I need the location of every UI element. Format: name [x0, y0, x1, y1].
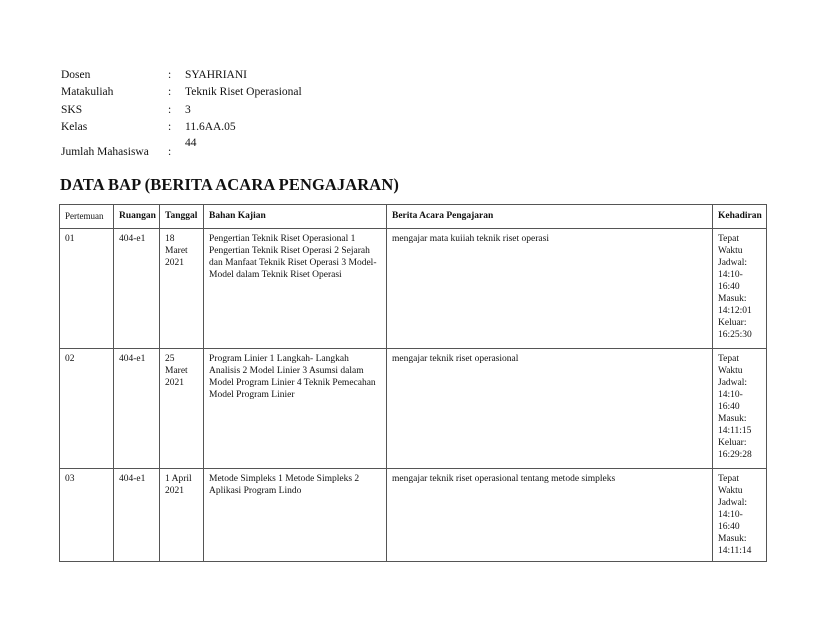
- info-row-dosen: [61, 66, 302, 84]
- header-berita-acara: Berita Acara Pengajaran: [387, 205, 713, 229]
- header-pertemuan: Pertemuan: [60, 205, 114, 229]
- info-row-matakuliah: [61, 84, 302, 102]
- info-value: 11.6AA.05: [185, 121, 236, 134]
- info-value: Teknik Riset Operasional: [185, 86, 302, 99]
- kehadiran-line: Waktu: [718, 246, 743, 256]
- kehadiran-line: Tepat: [718, 474, 739, 484]
- info-colon: :: [168, 68, 172, 81]
- cell-ruangan: 404-e1: [114, 349, 160, 469]
- kehadiran-line: 14:11:15: [718, 426, 752, 436]
- info-label: SKS: [61, 103, 83, 116]
- info-colon: :: [168, 86, 172, 99]
- header-ruangan: Ruangan: [114, 205, 160, 229]
- kehadiran-line: Masuk:: [718, 534, 747, 544]
- info-value: 44: [185, 137, 197, 149]
- kehadiran-line: 16:40: [718, 282, 740, 292]
- kehadiran-line: Masuk:: [718, 294, 747, 304]
- kehadiran-line: 14:10-: [718, 390, 743, 400]
- info-label: Kelas: [61, 121, 88, 134]
- table-header-row: [60, 205, 767, 229]
- course-info: [61, 66, 302, 166]
- kehadiran-line: Masuk:: [718, 414, 747, 424]
- info-label: Dosen: [61, 68, 91, 81]
- cell-berita-acara: mengajar teknik riset operasional: [387, 349, 713, 469]
- cell-berita-acara: mengajar teknik riset operasional tentang metode simpleks: [387, 469, 713, 562]
- cell-tanggal: 1 April 2021: [160, 469, 204, 562]
- info-label: Matakuliah: [61, 86, 114, 99]
- kehadiran-line: 14:12:01: [718, 306, 752, 316]
- kehadiran-line: Tepat: [718, 354, 739, 364]
- header-tanggal: Tanggal: [160, 205, 204, 229]
- table-row: [60, 229, 767, 349]
- kehadiran-line: Waktu: [718, 486, 743, 496]
- kehadiran-line: 16:29:28: [718, 450, 752, 460]
- info-row-sks: [61, 101, 302, 119]
- info-row-kelas: [61, 119, 302, 137]
- cell-kehadiran: [713, 229, 767, 349]
- table-row: [60, 349, 767, 469]
- kehadiran-line: Jadwal:: [718, 258, 748, 268]
- cell-pertemuan: 02: [60, 349, 114, 469]
- table-row: [60, 469, 767, 562]
- cell-kehadiran: [713, 349, 767, 469]
- info-value: SYAHRIANI: [185, 68, 247, 81]
- header-bahan-kajian: Bahan Kajian: [204, 205, 387, 229]
- info-row-jumlah-mahasiswa: [61, 136, 302, 166]
- kehadiran-line: 14:10-: [718, 510, 743, 520]
- kehadiran-line: Jadwal:: [718, 498, 748, 508]
- kehadiran-line: Keluar:: [718, 438, 747, 448]
- kehadiran-line: Keluar:: [718, 318, 747, 328]
- info-colon: :: [168, 146, 172, 158]
- cell-pertemuan: 01: [60, 229, 114, 349]
- kehadiran-line: 16:40: [718, 402, 740, 412]
- kehadiran-line: 14:11:14: [718, 546, 752, 556]
- page-title: DATA BAP (BERITA ACARA PENGAJARAN): [60, 175, 399, 194]
- cell-tanggal: 18 Maret 2021: [160, 229, 204, 349]
- cell-bahan-kajian: Program Linier 1 Langkah- Langkah Analisis 2 Model Linier 3 Asumsi dalam Model Program Linier 4 Teknik Pemecahan Model Program Linier: [204, 349, 387, 469]
- info-colon: :: [168, 121, 172, 134]
- info-label: Jumlah Mahasiswa: [61, 146, 149, 158]
- cell-ruangan: 404-e1: [114, 229, 160, 349]
- cell-berita-acara: mengajar mata kuiiah teknik riset operasi: [387, 229, 713, 349]
- cell-kehadiran: [713, 469, 767, 562]
- kehadiran-line: Jadwal:: [718, 378, 748, 388]
- kehadiran-line: 14:10-: [718, 270, 743, 280]
- cell-ruangan: 404-e1: [114, 469, 160, 562]
- info-value: 3: [185, 103, 191, 116]
- bap-table: [59, 204, 767, 562]
- header-kehadiran: Kehadiran: [713, 205, 767, 229]
- kehadiran-line: 16:40: [718, 522, 740, 532]
- cell-tanggal: 25 Maret 2021: [160, 349, 204, 469]
- cell-bahan-kajian: Metode Simpleks 1 Metode Simpleks 2 Aplikasi Program Lindo: [204, 469, 387, 562]
- kehadiran-line: 16:25:30: [718, 330, 752, 340]
- info-colon: :: [168, 103, 172, 116]
- cell-bahan-kajian: Pengertian Teknik Riset Operasional 1 Pengertian Teknik Riset Operasi 2 Sejarah dan Manfaat Teknik Riset Operasi 3 Model-Model dalam Teknik Riset Operasi: [204, 229, 387, 349]
- kehadiran-line: Tepat: [718, 234, 739, 244]
- kehadiran-line: Waktu: [718, 366, 743, 376]
- cell-pertemuan: 03: [60, 469, 114, 562]
